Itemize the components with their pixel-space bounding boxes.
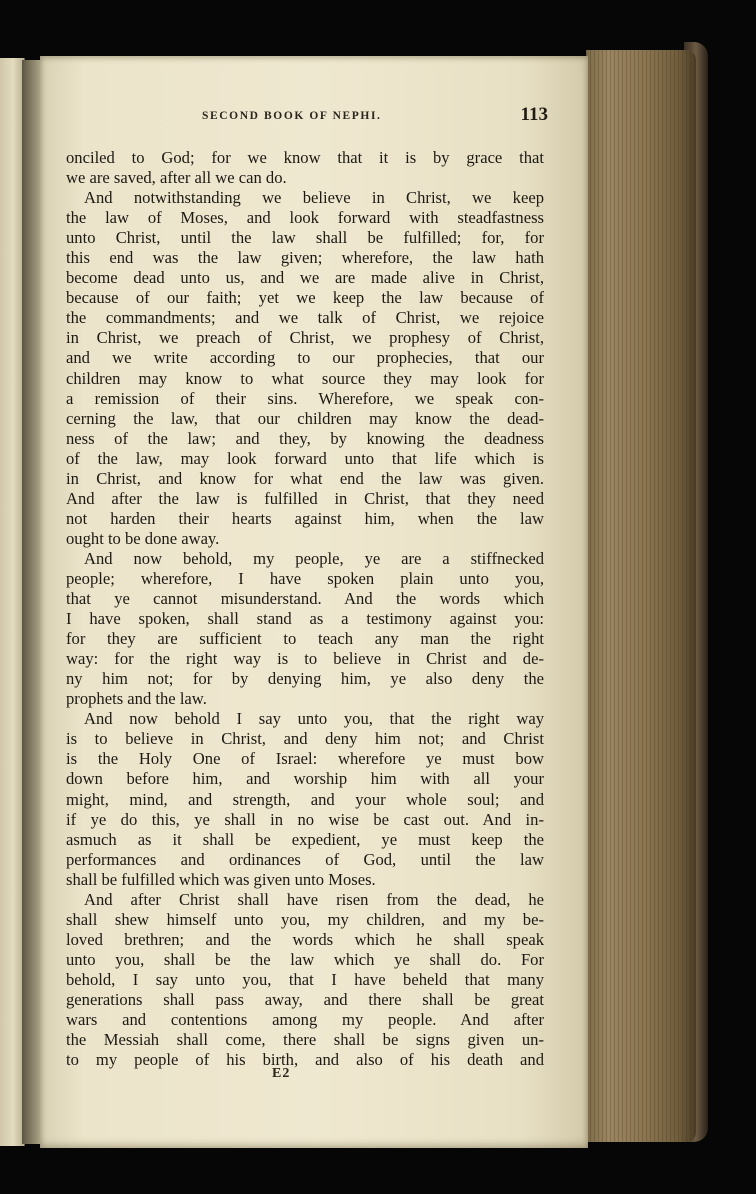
signature-mark: E2 <box>272 1066 291 1081</box>
text-line: we are saved, after all we can do. <box>66 168 287 188</box>
text-line: and we write according to our prophecies, that our <box>66 348 544 368</box>
text-line: shall be fulfilled which was given unto Moses. <box>66 869 376 889</box>
text-line: because of our faith; yet we keep the law because of <box>66 288 544 308</box>
text-line: is the Holy One of Israel: wherefore ye must bow <box>66 749 544 769</box>
text-line: down before him, and worship him with all your <box>66 769 544 789</box>
text-line: shall shew himself unto you, my children, and my be- <box>66 909 544 929</box>
text-line: to my people of his birth, and also of his death and <box>66 1050 544 1070</box>
text-line: way: for the right way is to believe in Christ and de- <box>66 649 544 669</box>
text-line: behold, I say unto you, that I have beheld that many <box>66 969 544 989</box>
text-line: cerning the law, that our children may know the dead- <box>66 408 544 428</box>
text-line: is to believe in Christ, and deny him not; and Christ <box>66 729 544 749</box>
text-line: this end was the law given; wherefore, the law hath <box>66 248 544 268</box>
text-line: asmuch as it shall be expedient, ye must keep the <box>66 829 544 849</box>
text-line: ness of the law; and they, by knowing the deadness <box>66 428 544 448</box>
text-line: the law of Moses, and look forward with steadfastness <box>66 208 544 228</box>
text-line: in Christ, we preach of Christ, we prophesy of Christ, <box>66 328 544 348</box>
text-line: of the law, may look forward unto that life which is <box>66 448 544 468</box>
text-line: unto Christ, until the law shall be fulfilled; for, for <box>66 228 544 248</box>
text-line: And after Christ shall have risen from the dead, he <box>84 889 544 909</box>
text-line: ny him not; for by denying him, ye also deny the <box>66 669 544 689</box>
text-line: the commandments; and we talk of Christ, we rejoice <box>66 308 544 328</box>
text-line: children may know to what source they may look for <box>66 368 544 388</box>
page-content <box>66 104 548 1070</box>
text-line: if ye do this, ye shall in no wise be cast out. And in- <box>66 809 544 829</box>
text-line: become dead unto us, and we are made alive in Christ, <box>66 268 544 288</box>
text-line: people; wherefore, I have spoken plain unto you, <box>66 568 544 588</box>
page-fore-edge <box>586 50 696 1142</box>
text-line: in Christ, and know for what end the law was given. <box>66 468 544 488</box>
text-line: a remission of their sins. Wherefore, we speak con- <box>66 388 544 408</box>
text-line: unto you, shall be the law which ye shall do. For <box>66 949 544 969</box>
text-line: ought to be done away. <box>66 528 220 548</box>
page-number: 113 <box>520 104 548 125</box>
text-line: generations shall pass away, and there shall be great <box>66 989 544 1009</box>
text-line: prophets and the law. <box>66 689 207 709</box>
text-line: And notwithstanding we believe in Christ, we keep <box>84 188 544 208</box>
text-line: onciled to God; for we know that it is by grace that <box>66 148 544 167</box>
running-head-title: SECOND BOOK OF NEPHI. <box>202 110 382 122</box>
text-line: not harden their hearts against him, when the law <box>66 508 544 528</box>
text-line: I have spoken, shall stand as a testimony against you: <box>66 609 544 629</box>
text-line: wars and contentions among my people. And after <box>66 1010 544 1030</box>
text-line: And now behold I say unto you, that the right way <box>84 709 544 729</box>
text-line: loved brethren; and the words which he shall speak <box>66 929 544 949</box>
body-text <box>66 148 544 1070</box>
book-page <box>40 56 588 1148</box>
text-line: And after the law is fulfilled in Christ, that they need <box>66 488 544 508</box>
text-line: And now behold, my people, ye are a stiffnecked <box>84 548 544 568</box>
running-head <box>66 104 548 134</box>
text-line: that ye cannot misunderstand. And the words which <box>66 589 544 609</box>
text-line: for they are sufficient to teach any man the right <box>66 629 544 649</box>
text-line: the Messiah shall come, there shall be signs given un- <box>66 1030 544 1050</box>
text-line: might, mind, and strength, and your whole soul; and <box>66 789 544 809</box>
text-line: performances and ordinances of God, until the law <box>66 849 544 869</box>
